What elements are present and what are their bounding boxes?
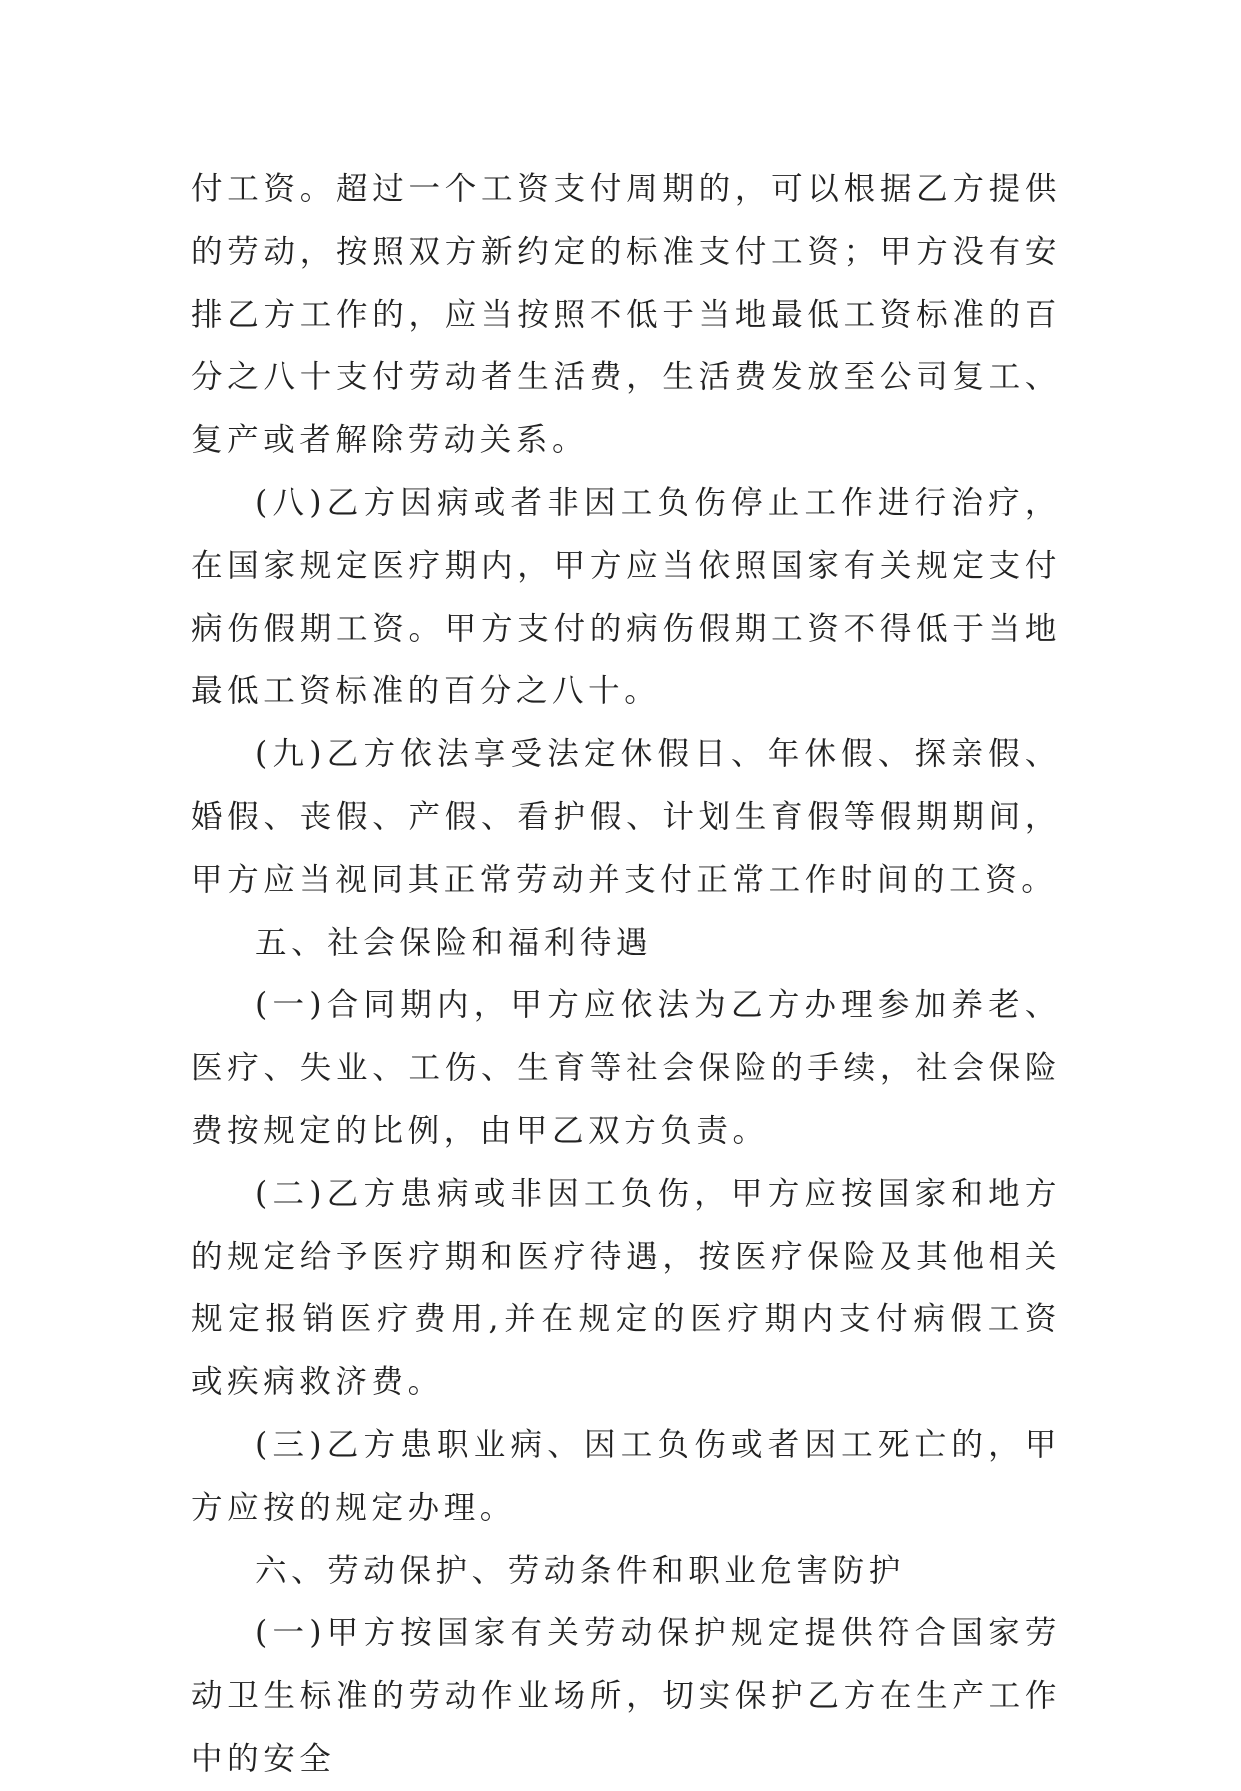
paragraph-insurance-item-1: (一)合同期内，甲方应依法为乙方办理参加养老、医疗、失业、工伤、生育等社会保险的手续，社会保险费按规定的比例，由甲乙双方负责。 xyxy=(191,987,1061,1149)
paragraph-insurance-item-3: (三)乙方患职业病、因工负伤或者因工死亡的，甲方应按的规定办理。 xyxy=(191,1426,1061,1526)
paragraph-protection-item-1: (一)甲方按国家有关劳动保护规定提供符合国家劳动卫生标准的劳动作业场所，切实保护乙方在生产工作中的安全 xyxy=(191,1615,1061,1777)
paragraph-insurance-item-2: (二)乙方患病或非因工负伤，甲方应按国家和地方的规定给予医疗期和医疗待遇，按医疗保险及其他相关规定报销医疗费用,并在规定的医疗期内支付病假工资或疾病救济费。 xyxy=(191,1175,1061,1401)
paragraph-item-9-holidays: (九)乙方依法享受法定休假日、年休假、探亲假、婚假、丧假、产假、看护假、计划生育假等假期期间，甲方应当视同其正常劳动并支付正常工作时间的工资。 xyxy=(191,736,1061,898)
paragraph-wage-continuation: 付工资。超过一个工资支付周期的，可以根据乙方提供的劳动，按照双方新约定的标准支付工资；甲方没有安排乙方工作的，应当按照不低于当地最低工资标准的百分之八十支付劳动者生活费，生活费发放至公司复工、复产或者解除劳动关系。 xyxy=(191,171,1061,459)
section-heading-social-insurance: 五、社会保险和福利待遇 xyxy=(255,924,653,961)
section-heading-labor-protection: 六、劳动保护、劳动条件和职业危害防护 xyxy=(255,1552,905,1589)
paragraph-item-8-sick-leave: (八)乙方因病或者非因工负伤停止工作进行治疗，在国家规定医疗期内，甲方应当依照国家有关规定支付病伤假期工资。甲方支付的病伤假期工资不得低于当地最低工资标准的百分之八十。 xyxy=(191,484,1061,710)
document-body xyxy=(191,158,1061,1791)
